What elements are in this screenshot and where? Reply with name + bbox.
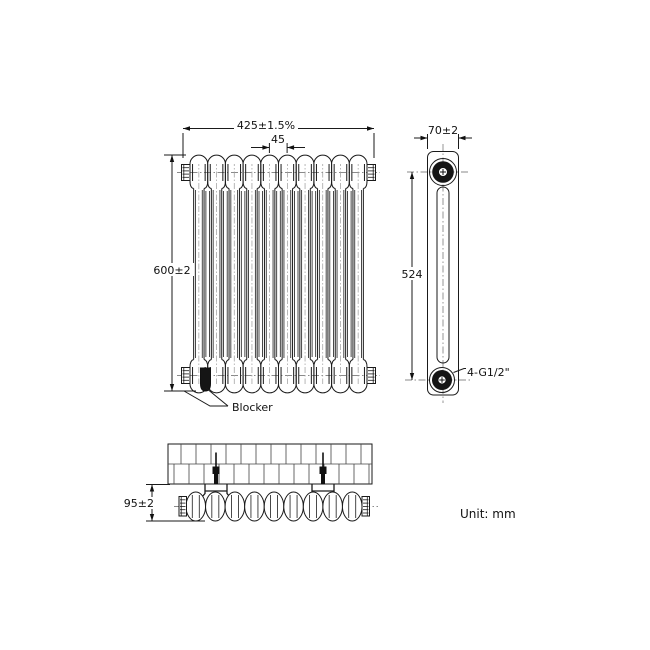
top-view-bump	[303, 492, 323, 521]
section-top-hump	[243, 155, 261, 164]
side-top-tapping	[430, 159, 457, 186]
section-bottom-hump	[349, 384, 367, 393]
connection-label: 4-G1/2"	[467, 366, 510, 379]
shoulder	[363, 360, 367, 368]
blocker-label: Blocker	[232, 401, 273, 414]
tapping-center-label: 524	[401, 268, 423, 281]
bracket-pin-stem	[214, 474, 218, 485]
bracket-pin-head	[213, 467, 220, 475]
shoulder	[208, 181, 212, 189]
front-height-dimension	[150, 155, 196, 391]
section-top-hump	[314, 155, 332, 164]
shoulder	[275, 181, 279, 189]
end-bushing	[367, 165, 376, 181]
section-top-hump	[279, 155, 297, 164]
shoulder	[296, 181, 300, 189]
shoulder	[222, 360, 226, 368]
top-view-bump	[323, 492, 343, 521]
blocker-plug	[201, 368, 211, 391]
section-top-hump	[261, 155, 279, 164]
front-height-label: 600±2	[153, 264, 191, 277]
shoulder	[239, 181, 243, 189]
shoulder	[261, 360, 265, 368]
connection-leader-line	[454, 369, 467, 373]
shoulder	[296, 360, 300, 368]
shoulder	[239, 360, 243, 368]
wall-distance-label: 95±2	[123, 497, 154, 510]
blocker-leader-line-2	[184, 391, 228, 406]
shoulder	[328, 360, 332, 368]
section-top-hump	[349, 155, 367, 164]
shoulder	[310, 360, 314, 368]
section-top-hump	[332, 155, 350, 164]
shoulder	[190, 181, 194, 189]
shoulder	[275, 360, 279, 368]
shoulder	[349, 360, 353, 368]
bracket-pin-head	[320, 467, 327, 475]
section-bottom-hump	[261, 384, 279, 393]
shoulder	[225, 181, 229, 189]
shoulder	[363, 181, 367, 189]
radiator-top-view	[174, 492, 378, 521]
shoulder	[243, 360, 247, 368]
end-bushing	[367, 368, 376, 384]
section-bottom-hump	[296, 384, 314, 393]
front-centerlines	[177, 160, 380, 389]
bracket-pin-stem	[321, 474, 325, 485]
section-top-hump	[190, 155, 208, 164]
top-view-bump	[225, 492, 245, 521]
shoulder	[190, 360, 194, 368]
shoulder	[225, 360, 229, 368]
wall-section	[168, 444, 372, 484]
side-depth-label: 70±2	[427, 124, 459, 137]
section-bottom-hump	[243, 384, 261, 393]
shoulder	[222, 181, 226, 189]
section-bottom-hump	[314, 384, 332, 393]
shoulder	[279, 181, 283, 189]
shoulder	[328, 181, 332, 189]
end-bushing	[182, 368, 191, 384]
shoulder	[243, 181, 247, 189]
end-bushing	[182, 165, 191, 181]
shoulder	[279, 360, 283, 368]
section-top-hump	[296, 155, 314, 164]
top-view-bump	[342, 492, 362, 521]
front-end-bushings	[182, 165, 376, 384]
unit-note: Unit: mm	[460, 507, 516, 521]
tapping-center-dimension	[397, 172, 427, 380]
shoulder	[204, 360, 208, 368]
shoulder	[332, 360, 336, 368]
installation-view	[168, 444, 378, 521]
section-top-hump	[208, 155, 226, 164]
shoulder	[332, 181, 336, 189]
top-view-bump	[245, 492, 265, 521]
shoulder	[261, 181, 265, 189]
shoulder	[293, 360, 297, 368]
front-width-label: 425±1.5%	[236, 119, 296, 132]
shoulder	[204, 181, 208, 189]
side-bottom-tapping	[430, 368, 455, 393]
front-view	[177, 155, 380, 414]
top-view-bump	[264, 492, 284, 521]
shoulder	[208, 360, 212, 368]
section-bottom-hump	[279, 384, 297, 393]
shoulder	[314, 181, 318, 189]
shoulder	[346, 181, 350, 189]
shoulder	[314, 360, 318, 368]
shoulder	[257, 181, 261, 189]
top-view-bump	[206, 492, 226, 521]
top-view-bump	[186, 492, 206, 521]
section-pitch-label: 45	[271, 133, 285, 146]
shoulder	[349, 181, 353, 189]
section-bottom-hump	[225, 384, 243, 393]
shoulder	[293, 181, 297, 189]
top-view-bump	[284, 492, 304, 521]
section-top-hump	[225, 155, 243, 164]
shoulder	[310, 181, 314, 189]
wall-brackets	[202, 453, 337, 498]
shoulder	[346, 360, 350, 368]
section-pitch-dimension	[251, 133, 305, 153]
shoulder	[257, 360, 261, 368]
section-bottom-hump	[332, 384, 350, 393]
